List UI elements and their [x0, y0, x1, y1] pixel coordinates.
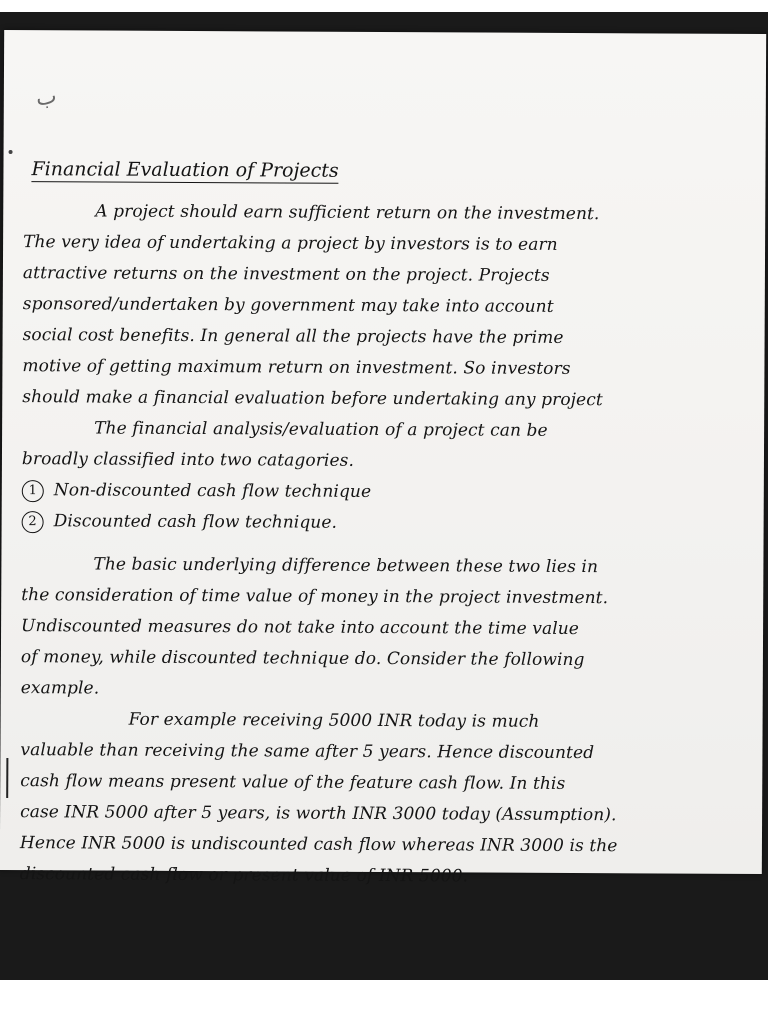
text-line: the consideration of time value of money in the project investment.: [21, 585, 609, 609]
text-line: discounted cash flow or present value of INR 5000.: [19, 864, 469, 887]
list-number: 1: [22, 480, 44, 502]
text-line: of money, while discounted technique do. Consider the following: [20, 647, 585, 671]
text-line: For example receiving 5000 INR today is much: [128, 709, 540, 732]
text-line: The financial analysis/evaluation of a project can be: [94, 418, 548, 441]
photo-background: [0, 12, 768, 980]
margin-dot: [9, 150, 13, 154]
text-line: sponsored/undertaken by government may take into account: [22, 294, 554, 317]
margin-mark: ب: [33, 83, 59, 112]
paragraph-3: [21, 549, 767, 708]
notebook-page: [0, 30, 766, 887]
list-item: [22, 475, 767, 510]
text-line: broadly classified into two catagories.: [21, 449, 355, 471]
list-number: 2: [22, 511, 44, 533]
paragraph-2: [22, 413, 767, 479]
text-line: Undiscounted measures do not take into account the time value: [21, 616, 580, 640]
text-line: attractive returns on the investment on the project. Projects: [22, 263, 550, 286]
text-line: The very idea of undertaking a project by investors is to earn: [23, 232, 558, 255]
text-line: valuable than receiving the same after 5 years. Hence discounted: [20, 740, 595, 764]
text-line: social cost benefits. In general all the projects have the prime: [22, 325, 564, 348]
handwritten-notes: [20, 158, 768, 894]
text-line: The basic underlying difference between these two lies in: [93, 554, 599, 578]
text-line: example.: [20, 678, 100, 699]
margin-bar: [6, 758, 8, 798]
text-line: Hence INR 5000 is undiscounted cash flow whereas INR 3000 is the: [19, 833, 618, 857]
paragraph-1: [22, 196, 768, 417]
text-line: cash flow means present value of the feature cash flow. In this: [20, 771, 566, 794]
paragraph-4: [20, 704, 766, 894]
page-title: Financial Evaluation of Projects: [31, 158, 339, 182]
text-line: motive of getting maximum return on investment. So investors: [22, 356, 571, 379]
list-item-text: Non-discounted cash flow technique: [53, 480, 372, 502]
list-item-text: Discounted cash flow technique.: [53, 511, 338, 533]
text-line: A project should earn sufficient return on the investment.: [95, 201, 600, 225]
list-item: [22, 506, 767, 541]
technique-list: [22, 475, 767, 541]
text-line: should make a financial evaluation before undertaking any project: [22, 387, 603, 411]
text-line: case INR 5000 after 5 years, is worth INR 3000 today (Assumption).: [20, 802, 617, 826]
